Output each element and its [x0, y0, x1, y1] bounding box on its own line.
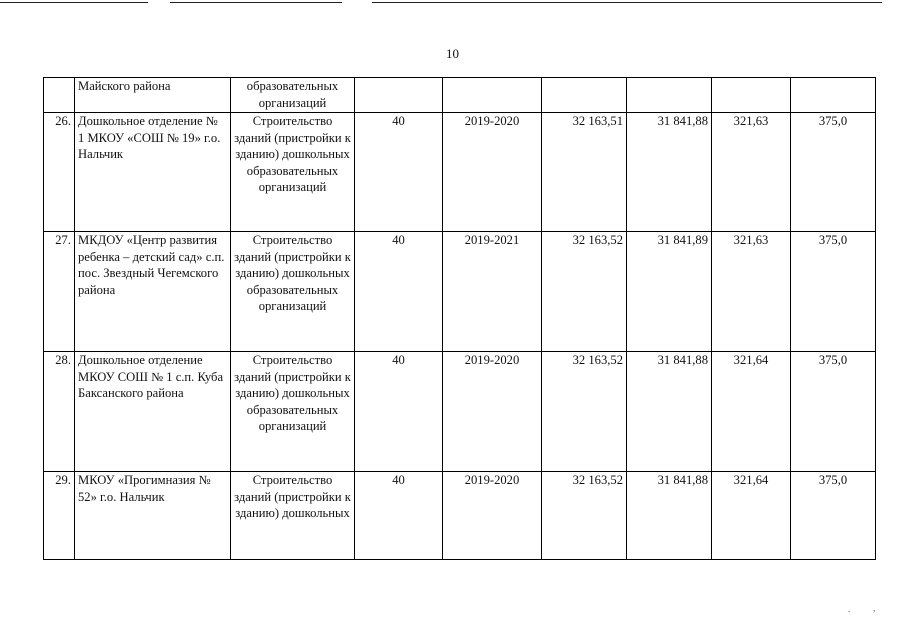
project-type-cell: Строительство зданий (пристройки к зданию) дошкольных образовательных организаций — [231, 113, 355, 232]
scan-speck: , — [873, 603, 876, 613]
regional-budget-cell: 321,63 — [712, 113, 791, 232]
federal-budget-cell: 31 841,88 — [627, 352, 712, 472]
period-cell: 2019-2021 — [443, 232, 542, 352]
extra-funding-cell: 375,0 — [791, 113, 876, 232]
scan-top-rule — [0, 2, 148, 3]
table-row — [44, 472, 876, 560]
table-row — [44, 113, 876, 232]
row-number-cell: 27. — [44, 232, 75, 352]
capacity-cell: 40 — [355, 113, 443, 232]
period-cell: 2019-2020 — [443, 472, 542, 560]
institution-name-cell: Дошкольное отделение № 1 МКОУ «СОШ № 19» г.о. Нальчик — [75, 113, 231, 232]
projects-table — [43, 77, 876, 560]
scan-top-rule — [170, 2, 342, 3]
extra-funding-cell: 375,0 — [791, 352, 876, 472]
row-number-cell: 26. — [44, 113, 75, 232]
page-number: 10 — [446, 46, 459, 61]
project-type-cell: образовательных организаций — [231, 78, 355, 113]
scan-speck: . — [848, 604, 851, 614]
federal-budget-cell: 31 841,88 — [627, 113, 712, 232]
regional-budget-cell: 321,64 — [712, 352, 791, 472]
total-cost-cell: 32 163,52 — [542, 232, 627, 352]
total-cost-cell: 32 163,52 — [542, 472, 627, 560]
institution-name-cell: Дошкольное отделение МКОУ СОШ № 1 с.п. Куба Баксанского района — [75, 352, 231, 472]
institution-name-cell: МКДОУ «Центр развития ребенка – детский сад» с.п. пос. Звездный Чегемского района — [75, 232, 231, 352]
scan-top-rule — [372, 2, 882, 3]
project-type-cell: Строительство зданий (пристройки к зданию) дошкольных образовательных организаций — [231, 352, 355, 472]
regional-budget-cell: 321,64 — [712, 472, 791, 560]
project-type-cell: Строительство зданий (пристройки к зданию) дошкольных образовательных организаций — [231, 232, 355, 352]
institution-name-cell: МКОУ «Прогимназия № 52» г.о. Нальчик — [75, 472, 231, 560]
project-type-cell: Строительство зданий (пристройки к зданию) дошкольных — [231, 472, 355, 560]
period-cell: 2019-2020 — [443, 352, 542, 472]
capacity-cell: 40 — [355, 472, 443, 560]
total-cost-cell: 32 163,51 — [542, 113, 627, 232]
row-number-cell: 29. — [44, 472, 75, 560]
institution-name-cell: Майского района — [75, 78, 231, 113]
extra-funding-cell: 375,0 — [791, 232, 876, 352]
federal-budget-cell: 31 841,89 — [627, 232, 712, 352]
table-row — [44, 232, 876, 352]
period-cell: 2019-2020 — [443, 113, 542, 232]
table-row — [44, 352, 876, 472]
table-row — [44, 78, 876, 113]
capacity-cell: 40 — [355, 232, 443, 352]
regional-budget-cell: 321,63 — [712, 232, 791, 352]
total-cost-cell: 32 163,52 — [542, 352, 627, 472]
row-number-cell: 28. — [44, 352, 75, 472]
row-number-cell — [44, 78, 75, 113]
capacity-cell: 40 — [355, 352, 443, 472]
extra-funding-cell: 375,0 — [791, 472, 876, 560]
federal-budget-cell: 31 841,88 — [627, 472, 712, 560]
